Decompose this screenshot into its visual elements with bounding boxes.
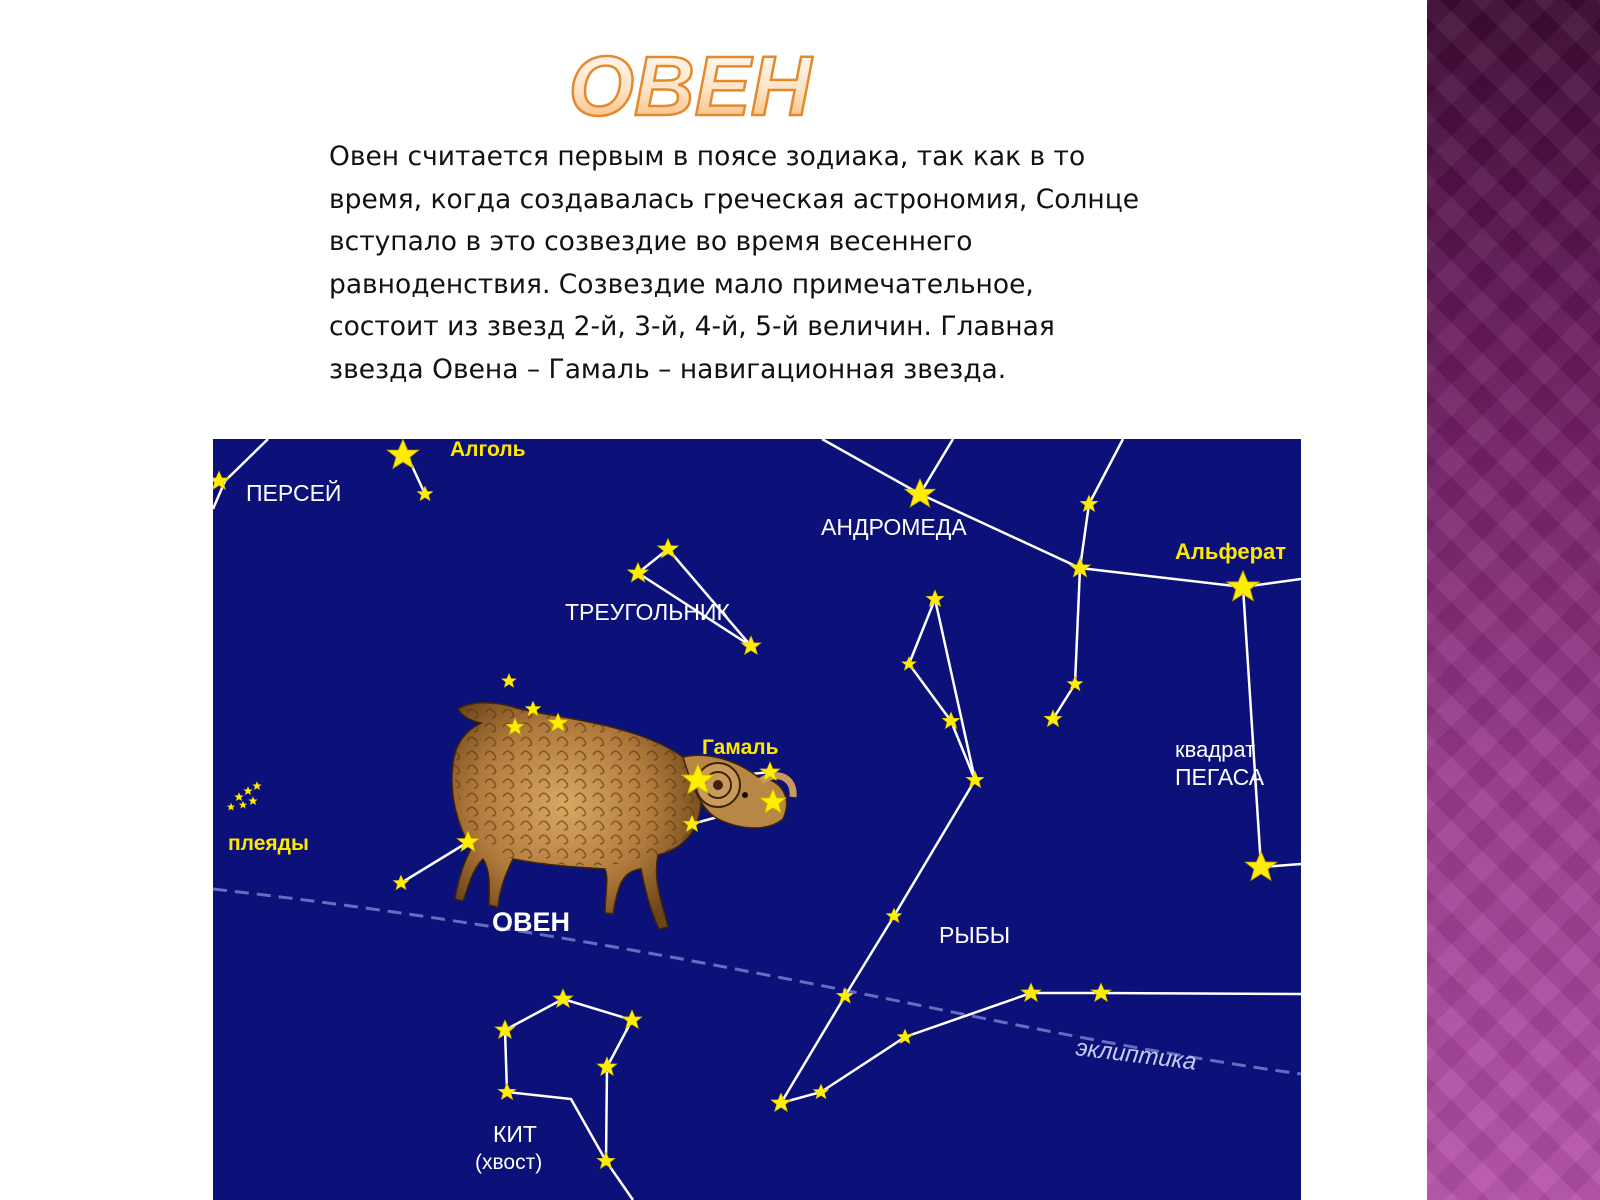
slide-body-text: Овен считается первым в поясе зодиака, так как в то время, когда создавалась греческая астрономия, Солнце вступало в это созвездие во время весеннего равноденствия. Созвездие мало примечательное, состоит из звезд 2-й, 3-й, 4-й, 5-й величин. Главная звезда Овена – Гамаль – навигационная звезда.: [329, 141, 1140, 385]
label-ecliptic: эклиптика: [1074, 1034, 1198, 1076]
slide-title: [560, 38, 820, 128]
label-pegasus-square-line1: квадрат: [1175, 737, 1256, 762]
label-aries: ОВЕН: [492, 907, 571, 937]
label-triangulum: ТРЕУГОЛЬНИК: [565, 599, 730, 625]
label-pleiades: плеяды: [228, 832, 309, 855]
label-cetus: КИТ: [493, 1121, 537, 1147]
label-alpheratz: Альферат: [1175, 539, 1287, 564]
slide-title-text: ОВЕН: [568, 39, 812, 128]
constellation-map: [213, 439, 1301, 1200]
label-perseus: ПЕРСЕЙ: [246, 480, 342, 506]
label-pegasus-square-line2: ПЕГАСА: [1175, 764, 1265, 790]
label-algol: Алголь: [450, 439, 526, 461]
label-pisces: РЫБЫ: [939, 922, 1011, 948]
label-hamal: Гамаль: [702, 736, 779, 759]
label-andromeda: АНДРОМЕДА: [821, 514, 967, 540]
decorative-side-band: [1427, 0, 1600, 1200]
label-cetus-tail: (хвост): [475, 1151, 543, 1174]
